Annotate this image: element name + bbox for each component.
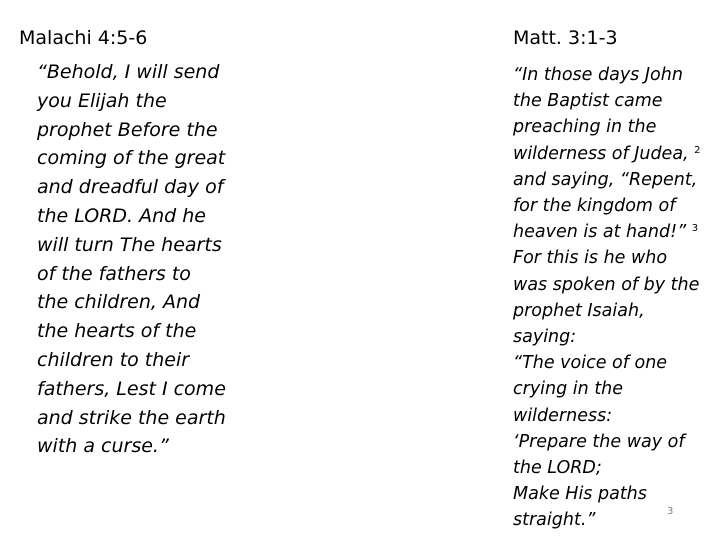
- left-passage-heading: Malachi 4:5-6: [19, 27, 148, 49]
- verse-line: fathers, Lest I come: [37, 377, 226, 400]
- verse-line-text: ‘Prepare the way of: [513, 431, 685, 452]
- verse-line: [513, 114, 701, 140]
- verse-line: [513, 298, 701, 324]
- verse-line: of the fathers to: [37, 262, 191, 285]
- verse-line: [513, 324, 701, 350]
- verse-line-text: straight.”: [513, 510, 596, 531]
- right-passage-heading: Matt. 3:1-3: [513, 27, 618, 49]
- verse-line: [513, 62, 701, 88]
- verse-line-text: prophet Isaiah,: [513, 300, 645, 321]
- verse-line-text: For this is he who: [513, 248, 668, 269]
- verse-line-text: wilderness:: [513, 405, 613, 426]
- verse-number: 3: [691, 223, 699, 235]
- verse-line: [513, 455, 701, 481]
- verse-line-text: wilderness of Judea,: [513, 143, 695, 164]
- verse-line: and dreadful day of: [37, 176, 224, 199]
- verse-line-text: the Baptist came: [513, 91, 663, 112]
- page-number: 3: [667, 506, 674, 517]
- verse-line-text: was spoken of by the: [513, 274, 700, 295]
- verse-line-text: Make His paths: [513, 484, 647, 505]
- verse-line: you Elijah the: [37, 89, 167, 112]
- verse-line: and strike the earth: [37, 406, 226, 429]
- left-passage-text: [37, 58, 226, 461]
- verse-line: [513, 481, 701, 507]
- verse-line: [513, 429, 701, 455]
- verse-line: the children, And: [37, 291, 201, 314]
- verse-line: will turn The hearts: [37, 233, 222, 256]
- verse-line-text: “The voice of one: [513, 353, 668, 374]
- verse-line: the LORD. And he: [37, 204, 206, 227]
- verse-line-text: saying:: [513, 327, 577, 348]
- verse-line-text: the LORD;: [513, 458, 602, 479]
- verse-line-text: heaven is at hand!”: [513, 222, 692, 243]
- verse-line: [513, 403, 701, 429]
- verse-number: 2: [694, 144, 701, 156]
- verse-line-text: “In those days John: [513, 65, 683, 85]
- verse-line-text: for the kingdom of: [513, 196, 676, 217]
- verse-line: the hearts of the: [37, 320, 197, 343]
- verse-line: [513, 376, 701, 402]
- verse-line: [513, 167, 701, 193]
- verse-line: coming of the great: [37, 147, 226, 170]
- verse-line-text: preaching in the: [513, 117, 657, 138]
- verse-line: children to their: [37, 348, 190, 371]
- verse-line: with a curse.”: [37, 435, 169, 458]
- verse-line-text: crying in the: [513, 379, 624, 400]
- verse-line: [513, 245, 701, 271]
- verse-line: [513, 350, 701, 376]
- verse-line: [513, 193, 701, 219]
- right-passage-text: [513, 62, 701, 534]
- verse-line-text: and saying, “Repent,: [513, 169, 698, 190]
- verse-line: [513, 141, 701, 167]
- verse-line: [513, 88, 701, 114]
- verse-line: [513, 219, 701, 245]
- verse-line: [513, 272, 701, 298]
- verse-line: “Behold, I will send: [37, 61, 220, 83]
- verse-line: prophet Before the: [37, 118, 218, 141]
